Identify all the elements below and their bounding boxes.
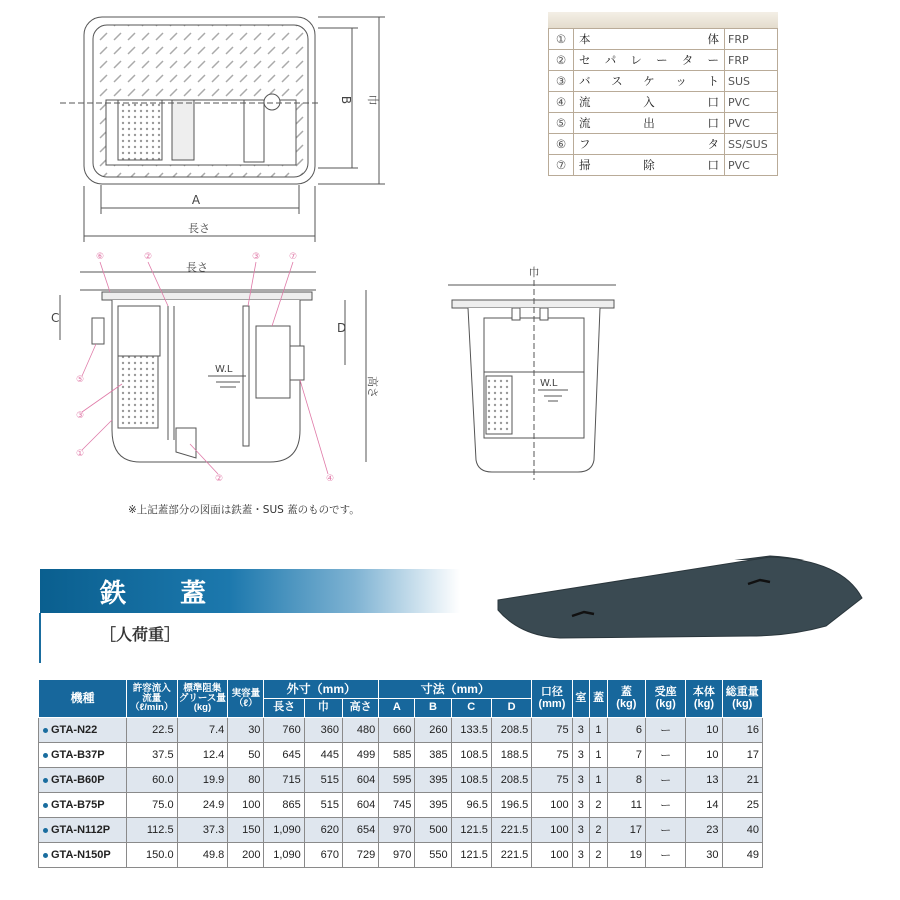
cell-flow: 37.5 — [126, 743, 177, 768]
cell-flow: 112.5 — [126, 818, 177, 843]
part-name-char: タ — [707, 137, 719, 151]
cell-C: 121.5 — [451, 843, 491, 868]
part-material: SS/SUS — [725, 134, 778, 155]
part-number: ④ — [549, 92, 574, 113]
cell-B: 395 — [415, 768, 451, 793]
cell-width: 515 — [304, 768, 342, 793]
parts-table — [548, 12, 778, 176]
col-lid-kg: 蓋 (kg) — [607, 680, 645, 718]
col-C: C — [451, 699, 491, 718]
cell-lids: 2 — [590, 793, 608, 818]
col-lids: 蓋 — [590, 680, 608, 718]
bullet-icon — [43, 728, 48, 733]
cell-lid-kg: 7 — [607, 743, 645, 768]
cell-lid-kg: 6 — [607, 718, 645, 743]
cell-capacity: 100 — [228, 793, 264, 818]
callout-5: ⑤ — [76, 375, 85, 385]
cell-length: 645 — [264, 743, 304, 768]
part-name-char: ト — [707, 74, 719, 88]
parts-row — [549, 50, 778, 71]
cell-lids: 1 — [590, 743, 608, 768]
part-number: ⑤ — [549, 113, 574, 134]
cell-model — [39, 718, 127, 743]
cell-grease: 49.8 — [177, 843, 228, 868]
cell-length: 715 — [264, 768, 304, 793]
part-name-char: 体 — [707, 32, 719, 46]
callout-2: ② — [144, 252, 153, 262]
cell-height: 499 — [343, 743, 379, 768]
cell-lids: 2 — [590, 843, 608, 868]
cell-lid-kg: 17 — [607, 818, 645, 843]
cell-body-kg: 14 — [686, 793, 722, 818]
cell-flow: 22.5 — [126, 718, 177, 743]
part-material: FRP — [725, 50, 778, 71]
cell-capacity: 200 — [228, 843, 264, 868]
cell-length: 760 — [264, 718, 304, 743]
cell-model — [39, 793, 127, 818]
parts-row — [549, 71, 778, 92]
cell-length: 1,090 — [264, 818, 304, 843]
part-name-char: レ — [630, 53, 642, 67]
cell-A: 660 — [379, 718, 415, 743]
cell-grease: 37.3 — [177, 818, 228, 843]
part-name-char: 掃 — [579, 158, 591, 172]
part-name — [574, 50, 725, 71]
spec-table — [38, 679, 763, 868]
wl-label-2: W.L — [540, 378, 558, 389]
cell-B: 550 — [415, 843, 451, 868]
part-name — [574, 71, 725, 92]
cell-bore: 100 — [532, 818, 572, 843]
cell-rooms: 3 — [572, 818, 590, 843]
part-number: ⑦ — [549, 155, 574, 176]
part-name-char: 出 — [643, 116, 655, 130]
cell-width: 670 — [304, 843, 342, 868]
cell-model — [39, 768, 127, 793]
callout-6: ⑥ — [96, 252, 105, 262]
col-capacity: 実容量 （ℓ） — [228, 680, 264, 718]
cell-model — [39, 818, 127, 843]
cell-total-kg: 16 — [722, 718, 762, 743]
model-name: GTA-B37P — [51, 749, 105, 761]
part-name-char: 口 — [707, 95, 719, 109]
cell-D: 208.5 — [491, 768, 531, 793]
col-flow: 許容流入 流量 （ℓ/min） — [126, 680, 177, 718]
parts-row — [549, 29, 778, 50]
model-name: GTA-N22 — [51, 724, 98, 736]
cell-length: 865 — [264, 793, 304, 818]
part-name-char: ケ — [643, 74, 655, 88]
cell-height: 604 — [343, 768, 379, 793]
part-material: SUS — [725, 71, 778, 92]
part-number: ⑥ — [549, 134, 574, 155]
cell-bore: 75 — [532, 718, 572, 743]
wl-label: W.L — [215, 364, 233, 375]
parts-row — [549, 155, 778, 176]
part-name-char: パ — [604, 53, 617, 67]
cell-grease: 24.9 — [177, 793, 228, 818]
cell-seat-kg: ー — [646, 718, 686, 743]
part-name-char: 除 — [643, 158, 655, 172]
part-material: PVC — [725, 155, 778, 176]
cell-height: 480 — [343, 718, 379, 743]
table-row — [39, 768, 763, 793]
col-length: 長さ — [264, 699, 304, 718]
cell-A: 595 — [379, 768, 415, 793]
cell-B: 260 — [415, 718, 451, 743]
cell-C: 108.5 — [451, 768, 491, 793]
cell-rooms: 3 — [572, 718, 590, 743]
model-name: GTA-N150P — [51, 849, 111, 861]
cell-capacity: 50 — [228, 743, 264, 768]
col-bore: 口径 (mm) — [532, 680, 572, 718]
cell-A: 585 — [379, 743, 415, 768]
cell-height: 604 — [343, 793, 379, 818]
cell-seat-kg: ー — [646, 793, 686, 818]
cell-length: 1,090 — [264, 843, 304, 868]
cell-bore: 75 — [532, 743, 572, 768]
dim-C: C — [51, 311, 60, 325]
cell-lids: 1 — [590, 718, 608, 743]
cell-model — [39, 743, 127, 768]
cell-width: 515 — [304, 793, 342, 818]
parts-row — [549, 92, 778, 113]
parts-row — [549, 113, 778, 134]
top-view — [60, 17, 385, 242]
dim-A: A — [191, 193, 201, 207]
cell-bore: 100 — [532, 793, 572, 818]
callout-7: ⑦ — [289, 252, 298, 262]
col-rooms: 室 — [572, 680, 590, 718]
part-name-char: ッ — [675, 74, 687, 88]
cell-D: 221.5 — [491, 843, 531, 868]
cell-D: 208.5 — [491, 718, 531, 743]
callout-3b: ③ — [76, 411, 85, 421]
cell-A: 745 — [379, 793, 415, 818]
cell-lid-kg: 19 — [607, 843, 645, 868]
model-name: GTA-B60P — [51, 774, 105, 786]
part-number: ③ — [549, 71, 574, 92]
cell-A: 970 — [379, 818, 415, 843]
side-section-view — [60, 272, 366, 462]
model-name: GTA-B75P — [51, 799, 105, 811]
bullet-icon — [43, 778, 48, 783]
parts-table-header — [548, 12, 778, 28]
cell-capacity: 150 — [228, 818, 264, 843]
cell-flow: 150.0 — [126, 843, 177, 868]
model-name: GTA-N112P — [51, 824, 111, 836]
cell-width: 360 — [304, 718, 342, 743]
cell-bore: 100 — [532, 843, 572, 868]
cell-C: 121.5 — [451, 818, 491, 843]
col-B: B — [415, 699, 451, 718]
cell-rooms: 3 — [572, 743, 590, 768]
cell-body-kg: 10 — [686, 718, 722, 743]
cell-bore: 75 — [532, 768, 572, 793]
col-seat-kg: 受座 (kg) — [646, 680, 686, 718]
part-name-char: 口 — [707, 158, 719, 172]
cell-lids: 1 — [590, 768, 608, 793]
cell-model — [39, 843, 127, 868]
cell-seat-kg: ー — [646, 768, 686, 793]
dim-width: 巾 — [366, 94, 379, 106]
callout-1: ① — [76, 449, 85, 459]
cell-B: 385 — [415, 743, 451, 768]
part-name — [574, 134, 725, 155]
part-name-char: 流 — [579, 95, 591, 109]
cell-seat-kg: ー — [646, 743, 686, 768]
callout-3: ③ — [252, 252, 261, 262]
col-model: 機種 — [39, 680, 127, 718]
part-name-char: ー — [656, 53, 668, 67]
cell-lid-kg: 8 — [607, 768, 645, 793]
cell-seat-kg: ー — [646, 818, 686, 843]
cell-total-kg: 21 — [722, 768, 762, 793]
part-name-char: 流 — [579, 116, 591, 130]
front-section-view — [448, 280, 616, 480]
cell-body-kg: 23 — [686, 818, 722, 843]
bullet-icon — [43, 803, 48, 808]
cell-A: 970 — [379, 843, 415, 868]
cell-total-kg: 17 — [722, 743, 762, 768]
part-name-char: セ — [579, 53, 591, 67]
cell-width: 445 — [304, 743, 342, 768]
cell-grease: 7.4 — [177, 718, 228, 743]
table-row — [39, 718, 763, 743]
part-number: ① — [549, 29, 574, 50]
banner-title: 鉄 蓋 — [100, 579, 221, 609]
col-height: 高さ — [343, 699, 379, 718]
dim-height: 高さ — [366, 376, 379, 398]
col-total-kg: 総重量 (kg) — [722, 680, 762, 718]
col-A: A — [379, 699, 415, 718]
cell-C: 133.5 — [451, 718, 491, 743]
cell-height: 729 — [343, 843, 379, 868]
cell-height: 654 — [343, 818, 379, 843]
cell-total-kg: 25 — [722, 793, 762, 818]
callout-2b: ② — [215, 474, 224, 484]
table-row — [39, 843, 763, 868]
table-row — [39, 793, 763, 818]
part-name-char: バ — [579, 74, 591, 88]
cell-capacity: 30 — [228, 718, 264, 743]
col-width: 巾 — [304, 699, 342, 718]
cell-flow: 60.0 — [126, 768, 177, 793]
cell-body-kg: 30 — [686, 843, 722, 868]
cell-grease: 12.4 — [177, 743, 228, 768]
cell-width: 620 — [304, 818, 342, 843]
dim-B: B — [339, 95, 353, 105]
part-material: PVC — [725, 113, 778, 134]
part-name-char: 本 — [579, 32, 591, 46]
part-name — [574, 113, 725, 134]
cell-lid-kg: 11 — [607, 793, 645, 818]
cell-capacity: 80 — [228, 768, 264, 793]
drawing-note: ※上記蓋部分の図面は鉄蓋・SUS 蓋のものです。 — [128, 504, 360, 516]
part-name-char: ス — [611, 74, 623, 88]
col-outer: 外寸（mm） — [264, 680, 379, 699]
cell-total-kg: 49 — [722, 843, 762, 868]
lid-shape — [498, 557, 862, 638]
cell-flow: 75.0 — [126, 793, 177, 818]
col-dims: 寸法（mm） — [379, 680, 532, 699]
dim-width-2: 巾 — [528, 266, 540, 279]
cell-seat-kg: ー — [646, 843, 686, 868]
table-row — [39, 818, 763, 843]
part-material: PVC — [725, 92, 778, 113]
part-name-char: ー — [707, 53, 719, 67]
part-number: ② — [549, 50, 574, 71]
cell-rooms: 3 — [572, 793, 590, 818]
bullet-icon — [43, 853, 48, 858]
cell-lids: 2 — [590, 818, 608, 843]
bullet-icon — [43, 753, 48, 758]
dim-length: 長さ — [188, 222, 210, 235]
dim-length-2: 長さ — [186, 261, 208, 274]
cell-total-kg: 40 — [722, 818, 762, 843]
cell-grease: 19.9 — [177, 768, 228, 793]
cell-body-kg: 10 — [686, 743, 722, 768]
col-D: D — [491, 699, 531, 718]
col-grease: 標準阻集 グリース量 (kg) — [177, 680, 228, 718]
parts-row — [549, 134, 778, 155]
table-row — [39, 743, 763, 768]
cell-D: 196.5 — [491, 793, 531, 818]
callout-4: ④ — [326, 474, 335, 484]
cell-rooms: 3 — [572, 768, 590, 793]
cell-body-kg: 13 — [686, 768, 722, 793]
part-name-char: フ — [579, 137, 591, 151]
part-name — [574, 92, 725, 113]
part-name — [574, 29, 725, 50]
cell-C: 96.5 — [451, 793, 491, 818]
bullet-icon — [43, 828, 48, 833]
part-name-char: 口 — [707, 116, 719, 130]
part-name-char: タ — [681, 53, 694, 67]
part-name-char: 入 — [643, 95, 655, 109]
part-material: FRP — [725, 29, 778, 50]
cell-D: 221.5 — [491, 818, 531, 843]
cell-C: 108.5 — [451, 743, 491, 768]
col-body-kg: 本体 (kg) — [686, 680, 722, 718]
lid-photo — [0, 540, 900, 660]
dim-D: D — [337, 321, 347, 335]
cell-B: 395 — [415, 793, 451, 818]
part-name — [574, 155, 725, 176]
cell-D: 188.5 — [491, 743, 531, 768]
load-class-heading: ［人荷重］ — [100, 625, 181, 644]
cell-rooms: 3 — [572, 843, 590, 868]
cell-B: 500 — [415, 818, 451, 843]
